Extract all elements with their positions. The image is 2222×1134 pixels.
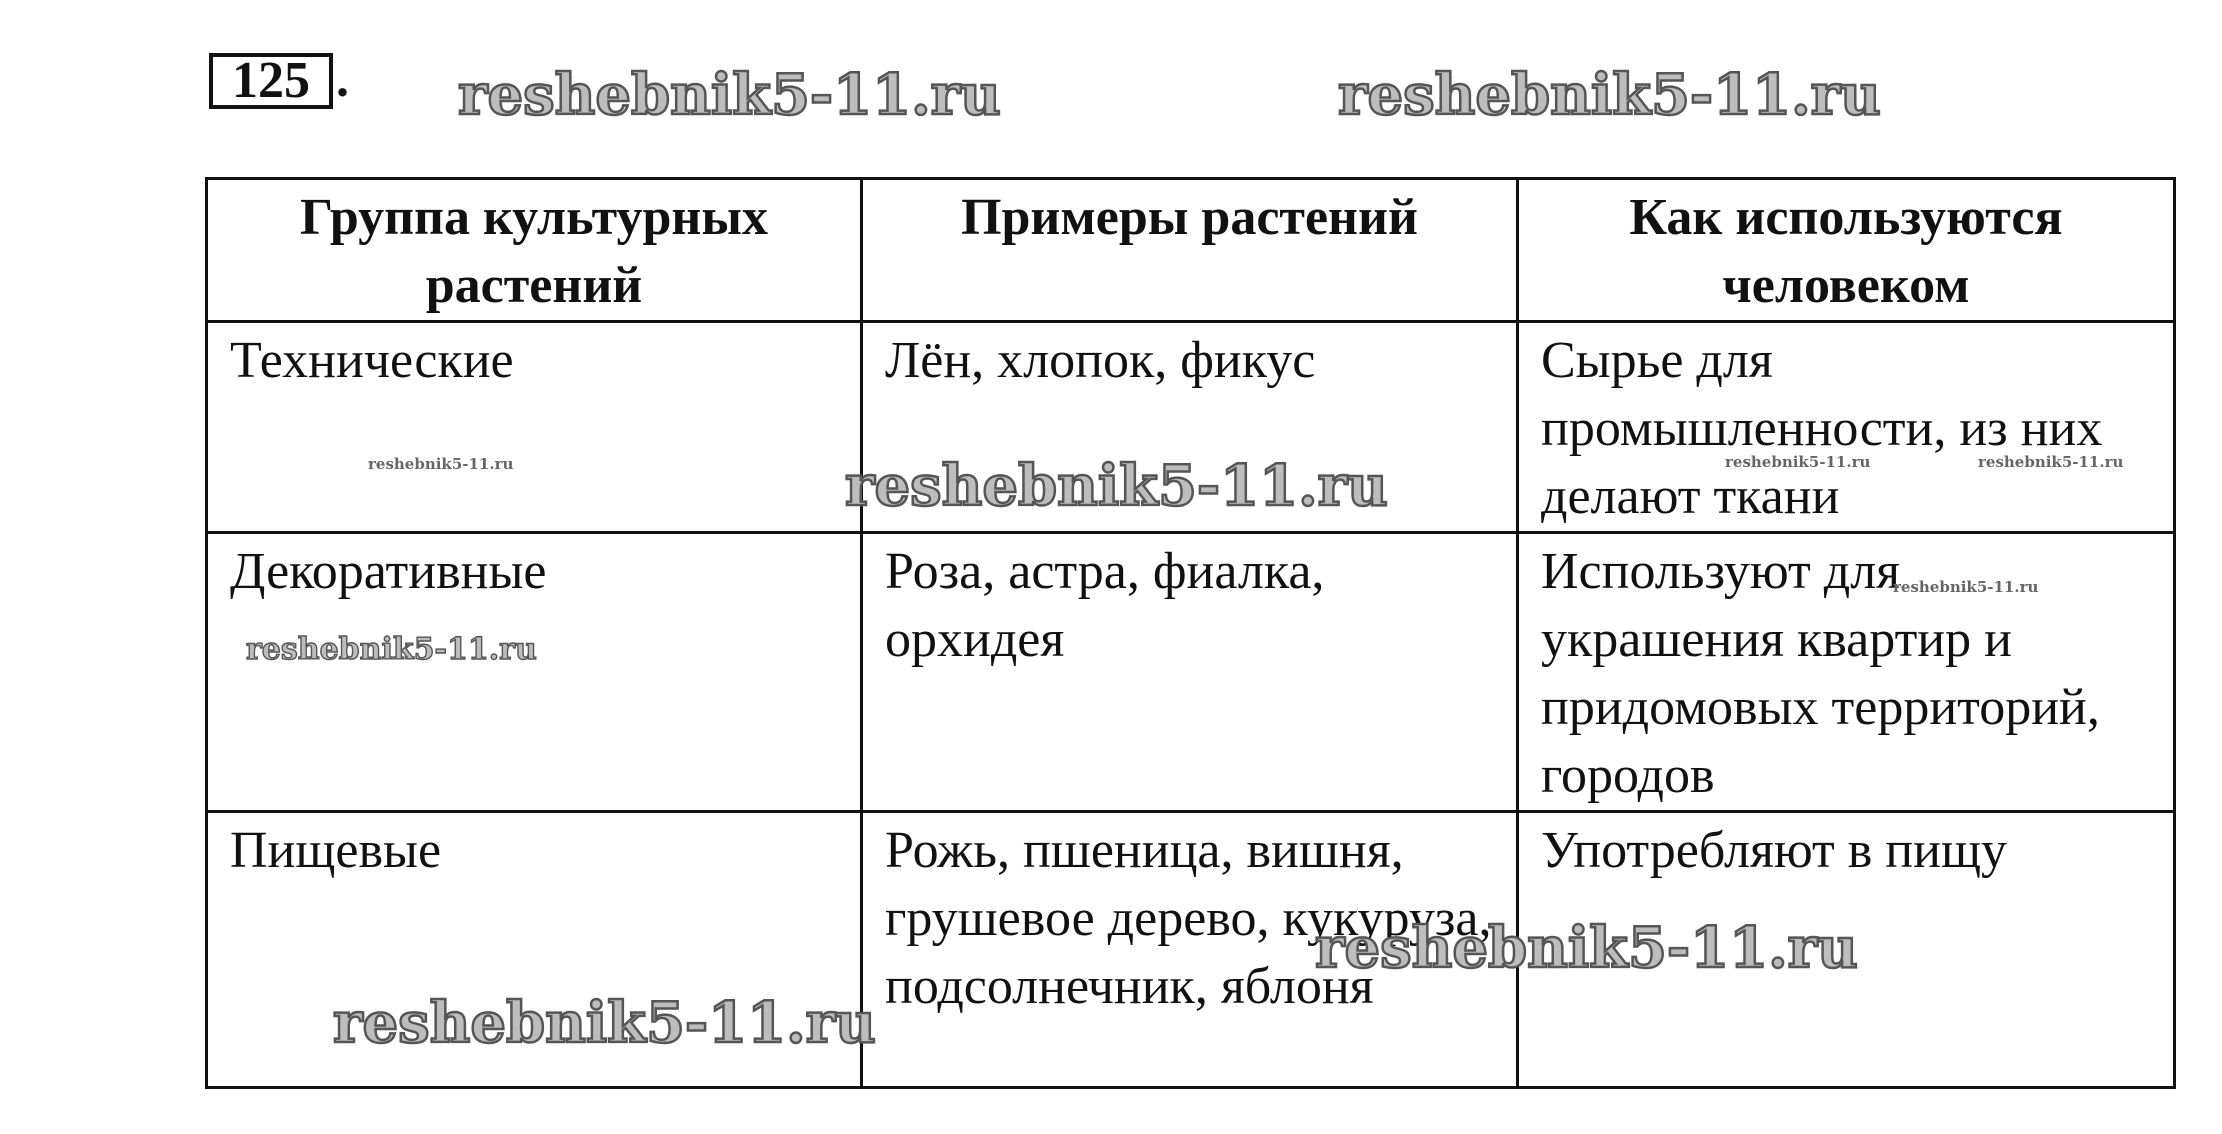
table-cell: Декоративные xyxy=(207,533,862,812)
table-cell: Роза, астра, фиалка, орхидея xyxy=(862,533,1518,812)
table-cell: Лён, хлопок, фикус xyxy=(862,322,1518,533)
watermark: reshebnik5-11.ru xyxy=(246,632,537,667)
table-row xyxy=(207,533,2175,812)
table-row xyxy=(207,812,2175,1088)
table-cell: Используют для украшения квартир и придомовых территорий, городов xyxy=(1518,533,2175,812)
task-number: 125 xyxy=(209,53,333,109)
watermark: reshebnik5-11.ru xyxy=(368,455,514,473)
watermark: reshebnik5-11.ru xyxy=(1893,578,2039,596)
table-cell: Технические xyxy=(207,322,862,533)
table-cell: Рожь, пшеница, вишня, грушевое дерево, кукуруза, подсолнечник, яблоня xyxy=(862,812,1518,1088)
table-cell: Сырье для промышленности, из них делают ткани xyxy=(1518,322,2175,533)
table-row xyxy=(207,322,2175,533)
header-cell: Примеры растений xyxy=(862,179,1518,322)
table-cell: Пищевые xyxy=(207,812,862,1088)
watermark: reshebnik5-11.ru xyxy=(1315,915,1858,981)
table-cell: Употребляют в пищу xyxy=(1518,812,2175,1088)
header-cell: Как используются человеком xyxy=(1518,179,2175,322)
header-cell: Группа культурных растений xyxy=(207,179,862,322)
task-number-dot: . xyxy=(336,51,349,108)
watermark: reshebnik5-11.ru xyxy=(458,62,1001,128)
watermark: reshebnik5-11.ru xyxy=(1978,453,2124,471)
watermark: reshebnik5-11.ru xyxy=(845,453,1388,519)
plants-table xyxy=(205,177,2176,1089)
watermark: reshebnik5-11.ru xyxy=(1338,62,1881,128)
watermark: reshebnik5-11.ru xyxy=(1725,453,1871,471)
table-header-row xyxy=(207,179,2175,322)
watermark: reshebnik5-11.ru xyxy=(333,990,876,1056)
